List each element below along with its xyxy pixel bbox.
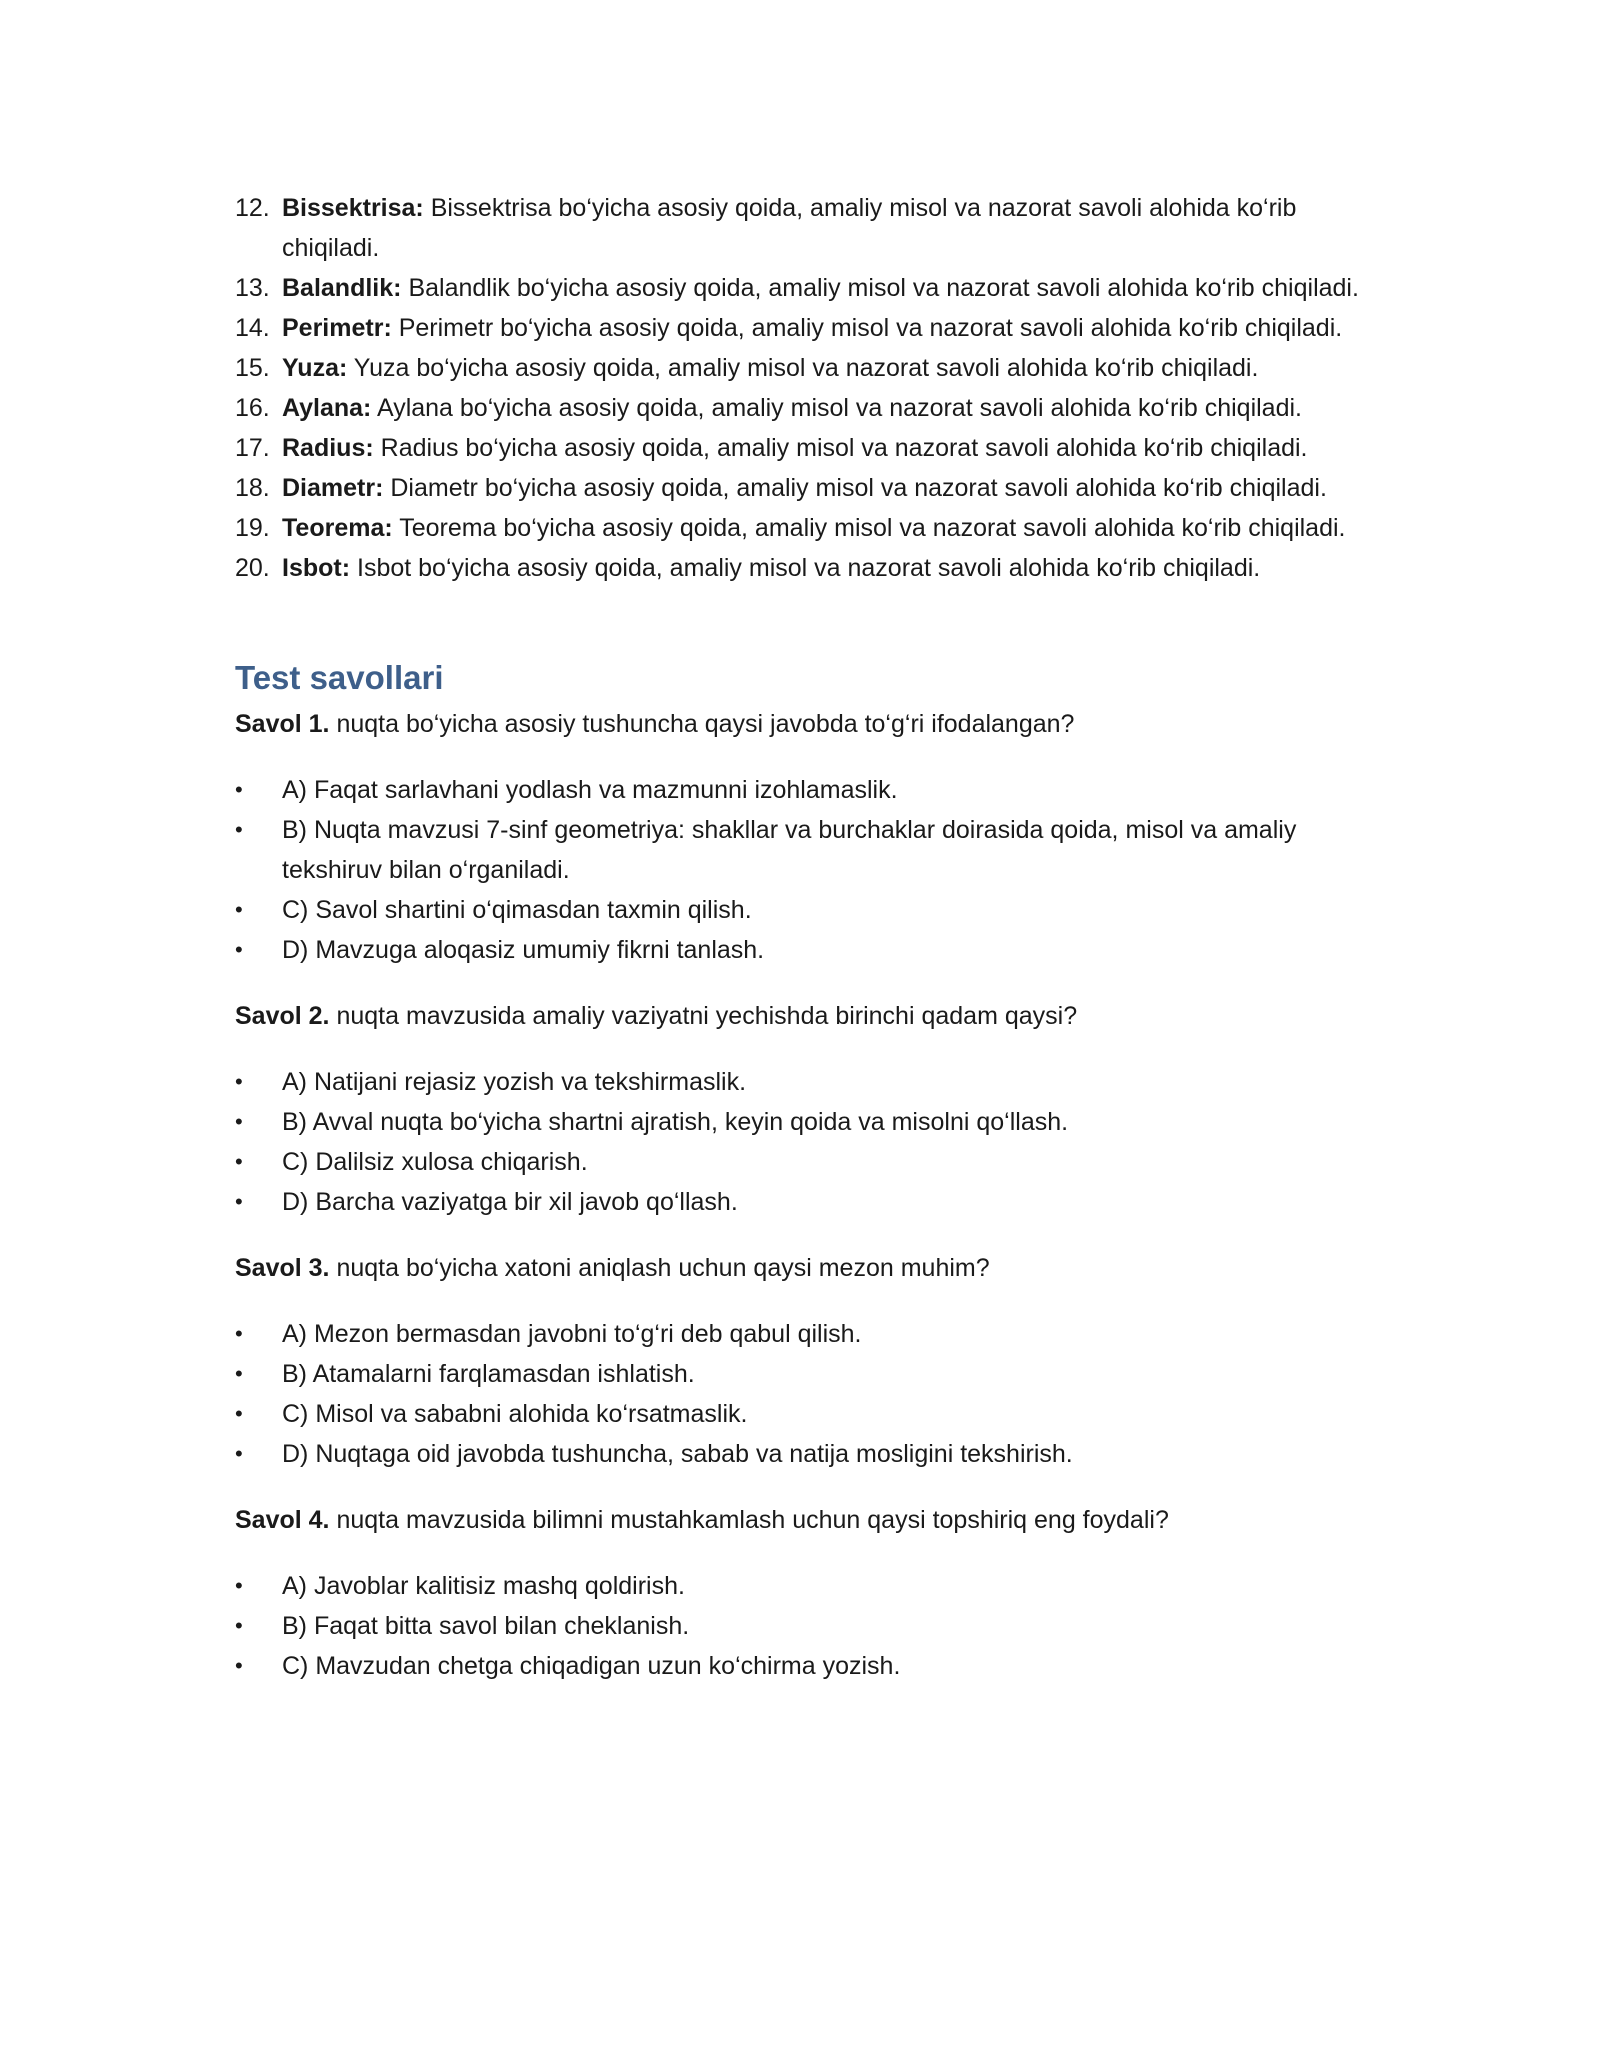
list-item-text: Diametr bo‘yicha asosiy qoida, amaliy misol va nazorat savoli alohida ko‘rib chiqiladi. — [390, 474, 1327, 502]
bullet-icon: • — [235, 937, 243, 962]
question-block — [235, 996, 1375, 1222]
list-item-term: Perimetr: — [282, 314, 392, 342]
answer-option-text: A) Javoblar kalitisiz mashq qoldirish. — [282, 1572, 685, 1600]
list-item-text: Isbot bo‘yicha asosiy qoida, amaliy misol va nazorat savoli alohida ko‘rib chiqiladi. — [357, 554, 1261, 582]
answer-option-text: B) Avval nuqta bo‘yicha shartni ajratish, keyin qoida va misolni qo‘llash. — [282, 1108, 1069, 1136]
numbered-list-item — [235, 268, 1375, 308]
list-item-term: Yuza: — [282, 354, 348, 382]
answer-option — [235, 770, 1375, 810]
list-item-number: 20. — [235, 554, 270, 582]
numbered-list-item — [235, 348, 1375, 388]
list-item-text: Bissektrisa bo‘yicha asosiy qoida, amaliy misol va nazorat savoli alohida ko‘rib chiqiladi. — [282, 194, 1297, 262]
answer-option-text: D) Nuqtaga oid javobda tushuncha, sabab va natija mosligini tekshirish. — [282, 1440, 1073, 1468]
list-item-number: 13. — [235, 274, 270, 302]
question-body: nuqta mavzusida bilimni mustahkamlash uchun qaysi topshiriq eng foydali? — [336, 1506, 1169, 1534]
bullet-icon: • — [235, 1361, 243, 1386]
list-item-number: 17. — [235, 434, 270, 462]
question-label: Savol 4. — [235, 1506, 330, 1534]
numbered-list-item — [235, 428, 1375, 468]
numbered-list-item — [235, 508, 1375, 548]
question-body: nuqta mavzusida amaliy vaziyatni yechishda birinchi qadam qaysi? — [336, 1002, 1078, 1030]
bullet-icon: • — [235, 1189, 243, 1214]
answer-option — [235, 1062, 1375, 1102]
answer-option — [235, 1354, 1375, 1394]
answer-option-text: A) Mezon bermasdan javobni to‘g‘ri deb qabul qilish. — [282, 1320, 862, 1348]
bullet-icon: • — [235, 817, 243, 842]
answer-option-text: C) Savol shartini o‘qimasdan taxmin qilish. — [282, 896, 752, 924]
list-item-text: Balandlik bo‘yicha asosiy qoida, amaliy misol va nazorat savoli alohida ko‘rib chiqiladi. — [408, 274, 1359, 302]
answer-option-text: A) Faqat sarlavhani yodlash va mazmunni izohlamaslik. — [282, 776, 898, 804]
answer-option — [235, 1142, 1375, 1182]
list-item-number: 18. — [235, 474, 270, 502]
answer-option-text: B) Nuqta mavzusi 7-sinf geometriya: shakllar va burchaklar doirasida qoida, misol va amaliy tekshiruv bilan o‘rganiladi. — [282, 816, 1297, 884]
answer-option — [235, 1314, 1375, 1354]
list-item-text: Aylana bo‘yicha asosiy qoida, amaliy misol va nazorat savoli alohida ko‘rib chiqiladi. — [376, 394, 1302, 422]
question-body: nuqta bo‘yicha asosiy tushuncha qaysi javobda to‘g‘ri ifodalangan? — [336, 710, 1075, 738]
answer-option — [235, 1102, 1375, 1142]
question-text — [235, 1500, 1375, 1540]
question-block — [235, 1500, 1375, 1686]
list-item-text: Teorema bo‘yicha asosiy qoida, amaliy misol va nazorat savoli alohida ko‘rib chiqiladi. — [399, 514, 1346, 542]
question-text — [235, 704, 1375, 744]
list-item-term: Diametr: — [282, 474, 384, 502]
bullet-icon: • — [235, 1613, 243, 1638]
bullet-icon: • — [235, 1653, 243, 1678]
numbered-list-item — [235, 308, 1375, 348]
question-label: Savol 1. — [235, 710, 330, 738]
bullet-icon: • — [235, 1441, 243, 1466]
list-item-term: Aylana: — [282, 394, 372, 422]
bullet-icon: • — [235, 1149, 243, 1174]
answer-options-list — [235, 1314, 1375, 1474]
answer-option — [235, 1566, 1375, 1606]
question-body: nuqta bo‘yicha xatoni aniqlash uchun qaysi mezon muhim? — [336, 1254, 990, 1282]
list-item-text: Radius bo‘yicha asosiy qoida, amaliy misol va nazorat savoli alohida ko‘rib chiqiladi. — [380, 434, 1308, 462]
document-page — [235, 188, 1375, 1686]
bullet-icon: • — [235, 1109, 243, 1134]
numbered-list-item — [235, 188, 1375, 268]
bullet-icon: • — [235, 1321, 243, 1346]
list-item-term: Isbot: — [282, 554, 351, 582]
answer-options-list — [235, 770, 1375, 970]
questions-container — [235, 704, 1375, 1686]
list-item-term: Teorema: — [282, 514, 393, 542]
answer-option-text: A) Natijani rejasiz yozish va tekshirmaslik. — [282, 1068, 747, 1096]
question-label: Savol 2. — [235, 1002, 330, 1030]
list-item-number: 12. — [235, 194, 270, 222]
answer-option — [235, 1394, 1375, 1434]
bullet-icon: • — [235, 1069, 243, 1094]
question-text — [235, 996, 1375, 1036]
list-item-number: 14. — [235, 314, 270, 342]
question-label: Savol 3. — [235, 1254, 330, 1282]
list-item-text: Perimetr bo‘yicha asosiy qoida, amaliy misol va nazorat savoli alohida ko‘rib chiqiladi. — [398, 314, 1343, 342]
question-block — [235, 1248, 1375, 1474]
bullet-icon: • — [235, 1573, 243, 1598]
list-item-number: 15. — [235, 354, 270, 382]
bullet-icon: • — [235, 897, 243, 922]
answer-option-text: D) Barcha vaziyatga bir xil javob qo‘llash. — [282, 1188, 738, 1216]
numbered-list-item — [235, 468, 1375, 508]
answer-option — [235, 1646, 1375, 1686]
answer-option — [235, 1434, 1375, 1474]
answer-option — [235, 890, 1375, 930]
answer-option-text: C) Mavzudan chetga chiqadigan uzun ko‘chirma yozish. — [282, 1652, 901, 1680]
list-item-text: Yuza bo‘yicha asosiy qoida, amaliy misol va nazorat savoli alohida ko‘rib chiqiladi. — [353, 354, 1259, 382]
answer-option — [235, 930, 1375, 970]
question-block — [235, 704, 1375, 970]
answer-option-text: C) Dalilsiz xulosa chiqarish. — [282, 1148, 588, 1176]
answer-option-text: C) Misol va sababni alohida ko‘rsatmaslik. — [282, 1400, 748, 1428]
list-item-term: Radius: — [282, 434, 374, 462]
list-item-term: Bissektrisa: — [282, 194, 424, 222]
bullet-icon: • — [235, 1401, 243, 1426]
answer-options-list — [235, 1566, 1375, 1686]
answer-option-text: D) Mavzuga aloqasiz umumiy fikrni tanlash. — [282, 936, 765, 964]
list-item-number: 19. — [235, 514, 270, 542]
list-item-term: Balandlik: — [282, 274, 402, 302]
question-text — [235, 1248, 1375, 1288]
list-item-number: 16. — [235, 394, 270, 422]
bullet-icon: • — [235, 777, 243, 802]
numbered-list-item — [235, 548, 1375, 588]
section-title: Test savollari — [235, 659, 444, 696]
answer-option — [235, 1606, 1375, 1646]
numbered-list-item — [235, 388, 1375, 428]
answer-option — [235, 1182, 1375, 1222]
answer-option-text: B) Faqat bitta savol bilan cheklanish. — [282, 1612, 690, 1640]
answer-options-list — [235, 1062, 1375, 1222]
answer-option — [235, 810, 1375, 890]
answer-option-text: B) Atamalarni farqlamasdan ishlatish. — [282, 1360, 695, 1388]
numbered-list — [235, 188, 1375, 588]
